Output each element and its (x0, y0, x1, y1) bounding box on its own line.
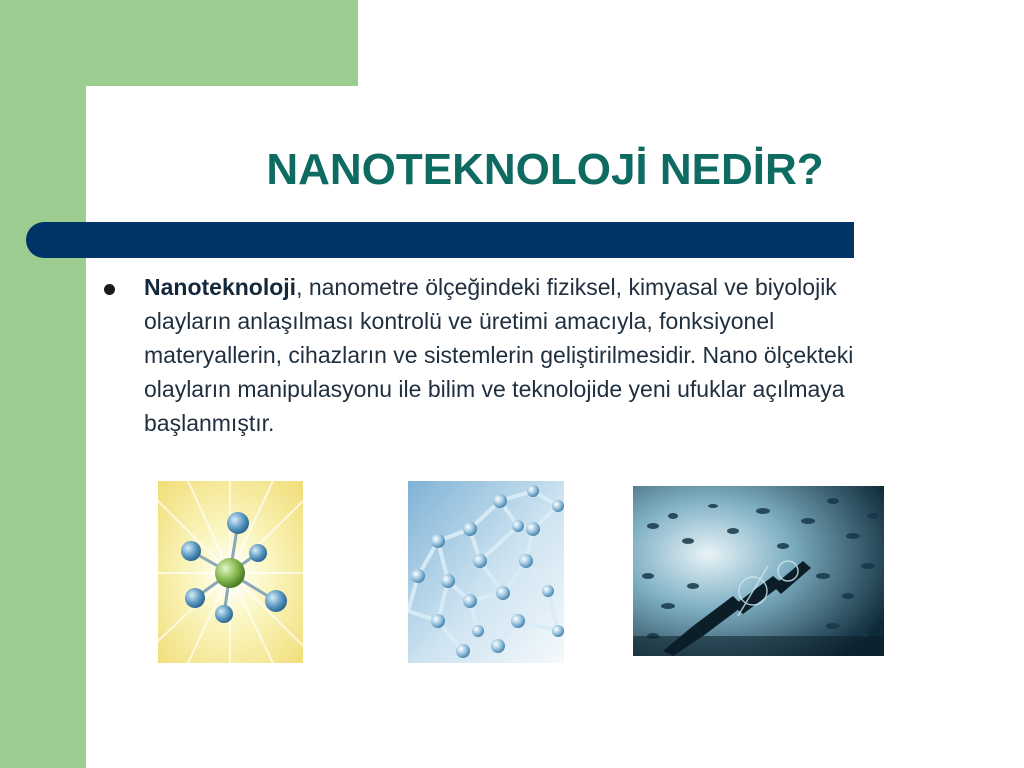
fullerene-icon (408, 481, 564, 663)
bullet-text (144, 270, 904, 440)
bullet-body: , nanometre ölçeğindeki fiziksel, kimyasal ve biyolojik olayların anlaşılması kontrolü ve üretimi amacıyla, fonksiyonel materyallerin, cihazların ve sistemlerin geliştirilmesidir. Nano ölçekteki olayların manipulasyonu ile bilim ve teknolojide yeni ufuklar açılmaya başlanmıştır. (144, 274, 854, 436)
title-rule-bar (26, 222, 854, 258)
molecule-icon (158, 481, 303, 663)
bullet-term: Nanoteknoloji (144, 274, 297, 300)
bullet-dot-icon (104, 284, 115, 295)
content-panel-top (120, 86, 1024, 146)
left-accent-bar (0, 0, 86, 768)
top-accent-block (0, 0, 358, 86)
nanotech-scene-icon (633, 486, 884, 656)
content-panel (86, 120, 1024, 768)
slide-title: NANOTEKNOLOJİ NEDİR? (266, 145, 824, 194)
